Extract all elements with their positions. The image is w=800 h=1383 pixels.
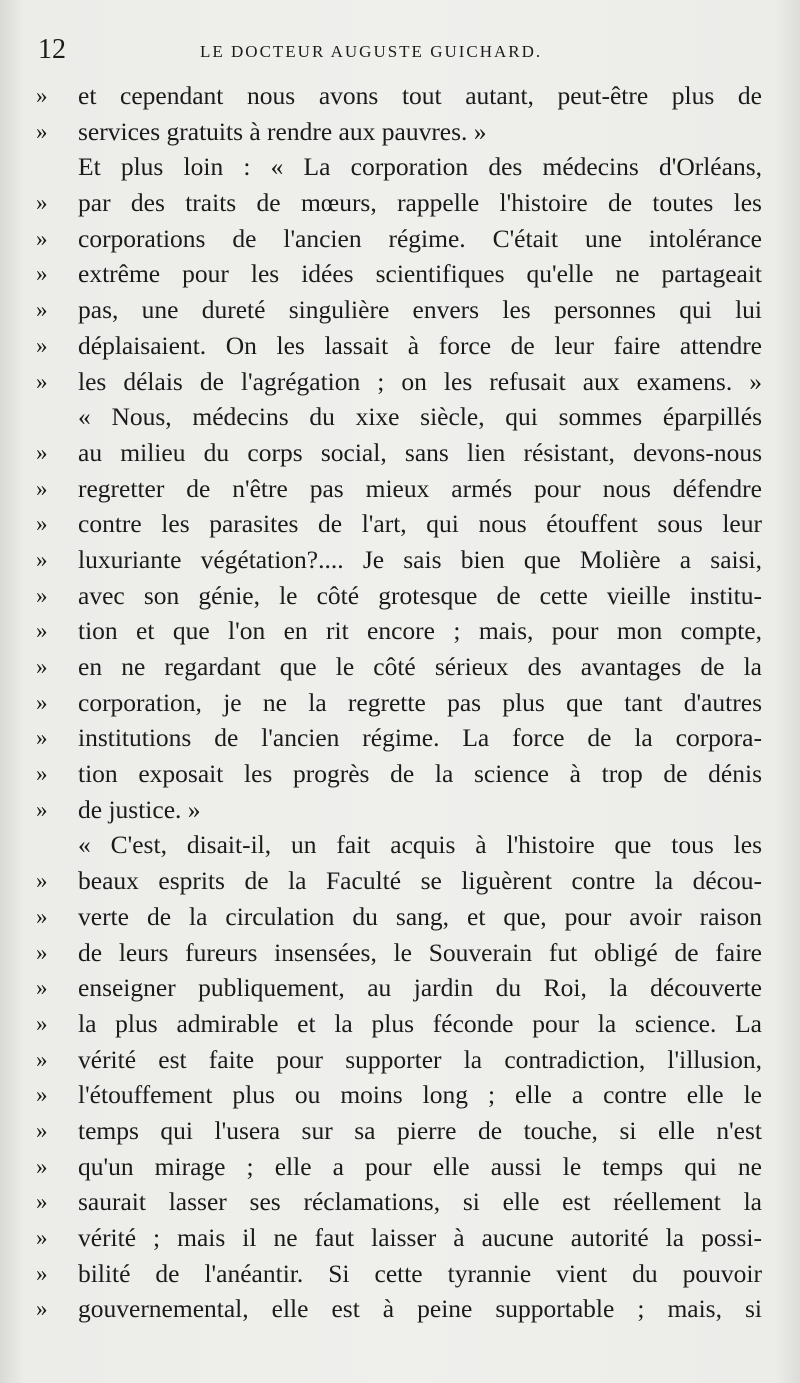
text-line xyxy=(0,899,800,935)
text-line xyxy=(0,149,800,185)
text-line xyxy=(0,827,800,863)
line-text: temps qui l'usera sur sa pierre de touche, si elle n'est xyxy=(78,1115,762,1145)
text-line xyxy=(0,221,800,257)
line-text: au milieu du corps social, sans lien résistant, devons-nous xyxy=(78,437,762,467)
line-text: avec son génie, le côté grotesque de cette vieille institu- xyxy=(78,580,762,610)
line-text: en ne regardant que le côté sérieux des avantages de la xyxy=(78,652,762,681)
text-line xyxy=(0,435,800,471)
quote-marker: » xyxy=(36,725,48,751)
text-line xyxy=(0,1291,800,1327)
text-line xyxy=(0,542,800,578)
quote-marker: » xyxy=(36,1260,48,1286)
line-text: extrême pour les idées scientifiques qu'elle ne partageait xyxy=(78,259,762,289)
line-text: pas, une dureté singulière envers les personnes qui lui xyxy=(78,295,762,325)
quote-marker: » xyxy=(36,118,48,144)
quote-marker: » xyxy=(36,261,48,287)
line-text: vérité est faite pour supporter la contradiction, l'illusion, xyxy=(78,1044,762,1074)
running-title: LE DOCTEUR AUGUSTE GUICHARD. xyxy=(200,42,543,61)
page-number: 12 xyxy=(38,34,66,65)
text-line xyxy=(0,1149,800,1185)
body-text xyxy=(0,78,800,1327)
quote-marker: » xyxy=(36,83,48,108)
line-text: la plus admirable et la plus féconde pour la science. La xyxy=(78,1008,762,1038)
line-text: de leurs fureurs insensées, le Souverain fut obligé de faire xyxy=(78,937,762,967)
quote-marker: » xyxy=(36,1225,48,1250)
line-text: corporations de l'ancien régime. C'était une intolérance xyxy=(78,223,762,253)
text-line xyxy=(0,1006,800,1042)
quote-marker: » xyxy=(36,511,48,537)
quote-marker: » xyxy=(36,868,48,894)
quote-marker: » xyxy=(36,1296,48,1322)
line-text: déplaisaient. On les lassait à force de leur faire attendre xyxy=(78,330,762,360)
quote-marker: » xyxy=(36,618,48,644)
quote-marker: » xyxy=(36,1046,48,1072)
text-line xyxy=(0,292,800,328)
text-line xyxy=(0,935,800,971)
text-line xyxy=(0,1113,800,1149)
quote-marker: » xyxy=(36,332,48,358)
text-line xyxy=(0,613,800,649)
text-line xyxy=(0,78,800,114)
line-text: luxuriante végétation?.... Je sais bien que Molière a saisi, xyxy=(78,544,762,574)
quote-marker: » xyxy=(36,546,48,572)
quote-marker: » xyxy=(36,1189,48,1215)
line-text: corporation, je ne la regrette pas plus que tant d'autres xyxy=(78,687,762,717)
line-text: contre les parasites de l'art, qui nous étouffent sous leur xyxy=(78,509,762,539)
quote-marker: » xyxy=(36,439,48,465)
page-header xyxy=(38,30,780,70)
line-text: vérité ; mais il ne faut laisser à aucune autorité la possi- xyxy=(78,1223,762,1252)
quote-marker: » xyxy=(36,796,48,822)
quote-marker: » xyxy=(36,1117,48,1143)
line-text: institutions de l'ancien régime. La force de la corpora- xyxy=(78,723,762,753)
line-text: l'étouffement plus ou moins long ; elle a contre elle le xyxy=(78,1080,762,1110)
line-text: « Nous, médecins du xixe siècle, qui sommes éparpillés xyxy=(78,402,762,432)
text-line xyxy=(0,578,800,614)
line-text: de justice. » xyxy=(78,794,201,824)
line-text: services gratuits à rendre aux pauvres. » xyxy=(78,116,487,146)
line-text: verte de la circulation du sang, et que, pour avoir raison xyxy=(78,901,762,931)
quote-marker: » xyxy=(36,1153,48,1179)
text-line xyxy=(0,506,800,542)
text-line xyxy=(0,685,800,721)
quote-marker: » xyxy=(36,297,48,323)
line-text: regretter de n'être pas mieux armés pour nous défendre xyxy=(78,473,762,503)
quote-marker: » xyxy=(36,582,48,608)
text-line xyxy=(0,114,800,150)
quote-marker: » xyxy=(36,654,48,679)
text-line xyxy=(0,399,800,435)
text-line xyxy=(0,970,800,1006)
line-text: Et plus loin : « La corporation des médecins d'Orléans, xyxy=(78,152,762,182)
quote-marker: » xyxy=(36,1010,48,1036)
line-text: tion et que l'on en rit encore ; mais, pour mon compte, xyxy=(78,616,762,646)
text-line xyxy=(0,863,800,899)
quote-marker: » xyxy=(36,903,48,929)
text-line xyxy=(0,256,800,292)
quote-marker: » xyxy=(36,939,48,965)
line-text: qu'un mirage ; elle a pour elle aussi le temps qui ne xyxy=(78,1151,762,1181)
text-line xyxy=(0,1077,800,1113)
text-line xyxy=(0,328,800,364)
text-line xyxy=(0,185,800,221)
line-text: les délais de l'agrégation ; on les refusait aux examens. » xyxy=(78,366,762,396)
line-text: par des traits de mœurs, rappelle l'histoire de toutes les xyxy=(78,188,762,218)
text-line xyxy=(0,1256,800,1292)
text-line xyxy=(0,649,800,685)
text-line xyxy=(0,1184,800,1220)
quote-marker: » xyxy=(36,225,48,251)
text-line xyxy=(0,756,800,792)
line-text: saurait lasser ses réclamations, si elle est réellement la xyxy=(78,1187,762,1217)
text-line xyxy=(0,1220,800,1256)
quote-marker: » xyxy=(36,761,48,787)
text-line xyxy=(0,364,800,400)
line-text: beaux esprits de la Faculté se liguèrent contre la décou- xyxy=(78,866,762,896)
quote-marker: » xyxy=(36,368,48,394)
quote-marker: » xyxy=(36,975,48,1001)
line-text: gouvernemental, elle est à peine supportable ; mais, si xyxy=(78,1294,762,1324)
text-line xyxy=(0,792,800,828)
text-line xyxy=(0,720,800,756)
text-line xyxy=(0,471,800,507)
line-text: tion exposait les progrès de la science à trop de dénis xyxy=(78,759,762,789)
quote-marker: » xyxy=(36,689,48,715)
line-text: bilité de l'anéantir. Si cette tyrannie vient du pouvoir xyxy=(78,1258,762,1288)
line-text: « C'est, disait-il, un fait acquis à l'histoire que tous les xyxy=(78,830,762,860)
line-text: et cependant nous avons tout autant, peut-être plus de xyxy=(78,81,762,110)
line-text: enseigner publiquement, au jardin du Roi, la découverte xyxy=(78,973,762,1003)
quote-marker: » xyxy=(36,475,48,501)
quote-marker: » xyxy=(36,190,48,216)
text-line xyxy=(0,1042,800,1078)
quote-marker: » xyxy=(36,1082,48,1108)
